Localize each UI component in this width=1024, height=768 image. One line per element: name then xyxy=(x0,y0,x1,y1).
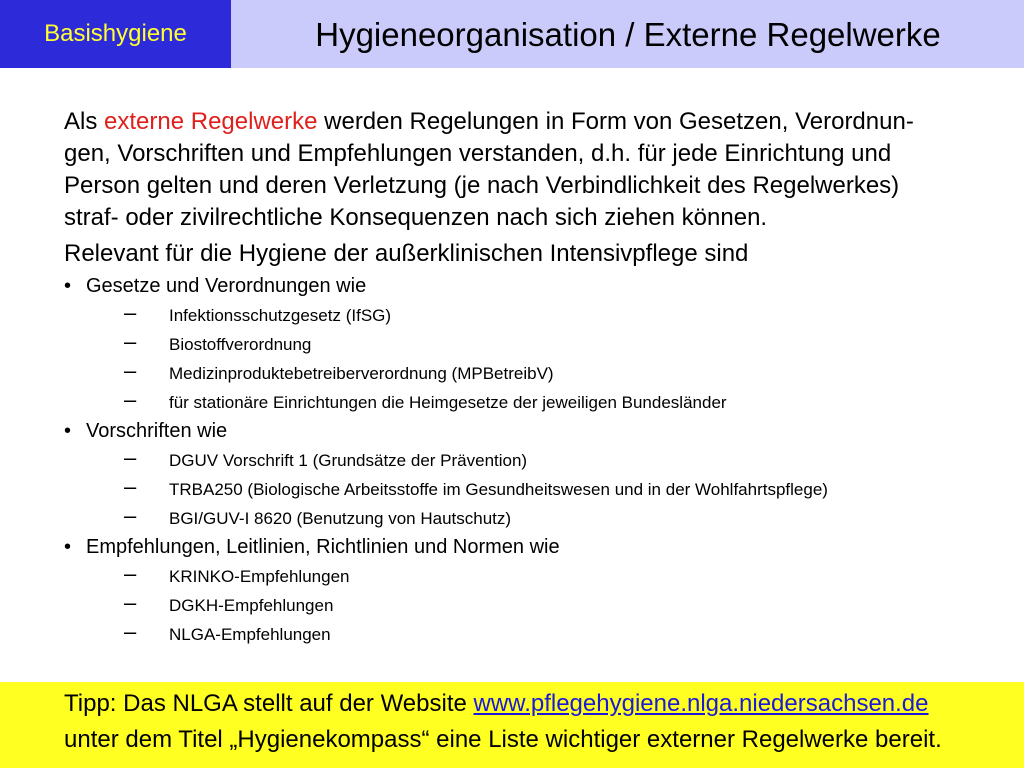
intro-paragraph xyxy=(64,106,984,234)
dash-icon: – xyxy=(124,474,137,499)
dash-icon: – xyxy=(124,358,137,383)
dash-icon: – xyxy=(124,300,137,325)
intro-line4: straf- oder zivilrechtliche Konsequenzen nach sich ziehen können. xyxy=(64,204,768,231)
dash-icon: – xyxy=(124,619,137,644)
sub-item-label: DGKH-Empfehlungen xyxy=(169,596,334,615)
sub-item-label: Infektionsschutzgesetz (IfSG) xyxy=(169,306,392,325)
dash-icon: – xyxy=(124,590,137,615)
dash-icon: – xyxy=(124,503,137,528)
sub-list-item xyxy=(86,562,984,591)
sub-item-label: TRBA250 (Biologische Arbeitsstoffe im Gesundheitswesen und in der Wohlfahrtspflege) xyxy=(169,480,828,499)
list-item-gesetze xyxy=(64,272,984,417)
intro-line1-rest: werden Regelungen in Form von Gesetzen, Verordnun- xyxy=(317,108,914,135)
sub-list-item xyxy=(86,446,984,475)
dash-icon: – xyxy=(124,445,137,470)
sub-list-item xyxy=(86,388,984,417)
intro-highlight: externe Regelwerke xyxy=(104,108,318,135)
list-item-vorschriften xyxy=(64,417,984,533)
group-label: Empfehlungen, Leitlinien, Richtlinien und Normen wie xyxy=(86,536,560,558)
sub-list-item xyxy=(86,301,984,330)
intro-prefix: Als xyxy=(64,108,105,135)
sub-item-label: KRINKO-Empfehlungen xyxy=(169,567,350,586)
sub-list-item xyxy=(86,359,984,388)
intro-line3: Person gelten und deren Verletzung (je nach Verbindlichkeit des Regelwerkes) xyxy=(64,172,900,199)
relevant-heading: Relevant für die Hygiene der außerklinischen Intensivpflege sind xyxy=(64,240,749,267)
sub-list-item xyxy=(86,591,984,620)
website-link[interactable]: www.pflegehygiene.nlga.niedersachsen.de xyxy=(473,690,929,717)
bullet-icon: • xyxy=(64,536,72,558)
sub-item-label: NLGA-Empfehlungen xyxy=(169,625,331,644)
sub-list-item xyxy=(86,330,984,359)
sub-list-item xyxy=(86,475,984,504)
sub-list xyxy=(86,562,984,649)
tip-text xyxy=(64,686,1019,758)
group-label: Vorschriften wie xyxy=(86,420,228,442)
list-item-empfehlungen xyxy=(64,533,984,649)
section-tab-label: Basishygiene xyxy=(44,20,187,47)
sub-list-item xyxy=(86,504,984,533)
sub-item-label: DGUV Vorschrift 1 (Grundsätze der Prävention) xyxy=(169,451,528,470)
group-label: Gesetze und Verordnungen wie xyxy=(86,275,367,297)
regulation-list xyxy=(64,272,984,649)
sub-list-item xyxy=(86,620,984,649)
intro-line2: gen, Vorschriften und Empfehlungen verstanden, d.h. für jede Einrichtung und xyxy=(64,140,892,167)
sub-item-label: Biostoffverordnung xyxy=(169,335,312,354)
sub-list xyxy=(86,446,984,533)
sub-item-label: BGI/GUV-I 8620 (Benutzung von Hautschutz) xyxy=(169,509,512,528)
section-tab xyxy=(0,0,231,68)
sub-item-label: Medizinproduktebetreiberverordnung (MPBetreibV) xyxy=(169,364,554,383)
bullet-icon: • xyxy=(64,275,72,297)
dash-icon: – xyxy=(124,329,137,354)
bullet-icon: • xyxy=(64,420,72,442)
tip-prefix: Tipp: Das NLGA stellt auf der Website xyxy=(64,690,474,717)
page-title: Hygieneorganisation / Externe Regelwerke xyxy=(315,16,941,53)
dash-icon: – xyxy=(124,387,137,412)
sub-item-label: für stationäre Einrichtungen die Heimgesetze der jeweiligen Bundesländer xyxy=(169,393,727,412)
tip-line2: unter dem Titel „Hygienekompass“ eine Liste wichtiger externer Regelwerke bereit. xyxy=(64,726,942,753)
main-content xyxy=(64,106,984,649)
dash-icon: – xyxy=(124,561,137,586)
sub-list xyxy=(86,301,984,417)
